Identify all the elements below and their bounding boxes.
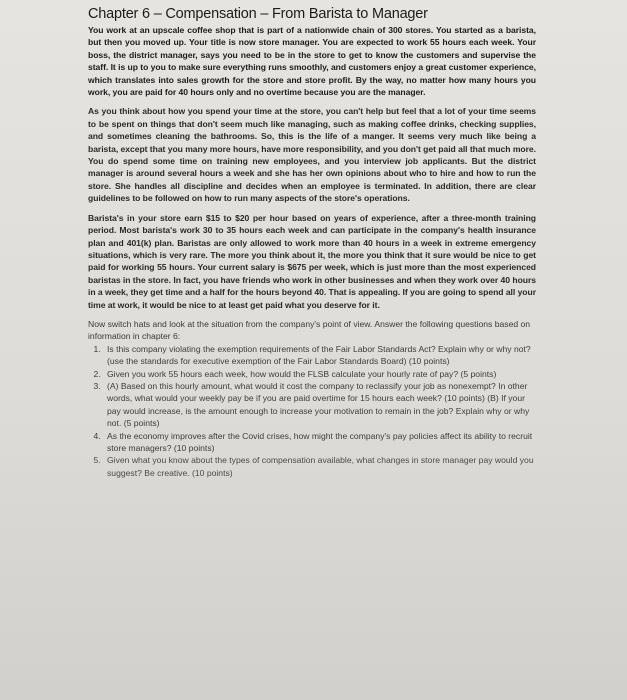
question-item: 5. Given what you know about the types of compensation available, what changes in store manager pay would you suggest? Be creative. (10 points) bbox=[103, 454, 536, 479]
question-item: 2. Given you work 55 hours each week, how would the FLSB calculate your hourly rate of pay? (5 points) bbox=[103, 368, 536, 380]
question-item: 4. As the economy improves after the Covid crises, how might the company's pay policies affect its ability to recruit store managers? (10 points) bbox=[103, 430, 536, 455]
chapter-title: Chapter 6 – Compensation – From Barista to Manager bbox=[88, 6, 428, 22]
paragraph-barista-pay: Barista's in your store earn $15 to $20 per hour based on years of experience, after a three-month training period. Most barista's work 30 to 35 hours each week and can participate in the company's health insurance plan and 401(k) plan. Baristas are only allowed to work more than 40 hours in a week in extreme emergency situations, which is very rare. The more you think about it, the more you think that it sure would be nice to get paid for working 55 hours. Your current salary is $675 per week, which is just more than the most experienced baristas in the store. In fact, you have friends who work in other businesses and when they work over 40 hours in a week, they get time and a half for the hours beyond 40. That is appealing. If you are going to spend all your time at work, it would be nice to at least get paid what you deserve for it. bbox=[88, 212, 536, 310]
document-content bbox=[88, 6, 536, 479]
paragraph-manager-duties: As you think about how you spend your time at the store, you can't help but feel that a lot of your time seems to be spent on things that don't seem much like managing, such as making coffee drinks, checking supplies, and sometimes cleaning the bathrooms. So, this is the life of a manger. It seems very much like being a barista, except that you many more hours, have more responsibility, and you don't get paid all that much more. You do spend some time on training new employees, and you interview job applicants. But the district manager is around several hours a week and she has her own opinions about who to hire and how to run the store. She handles all discipline and decides when an employee is terminated. In addition, there are clear guidelines to be followed on how to run many aspects of the store's operations. bbox=[88, 106, 536, 204]
question-item: 3. (A) Based on this hourly amount, what would it cost the company to reclassify your job as nonexempt? In other words, what would your weekly pay be if you are paid overtime for 15 hours each week? (10 points) (B) If your pay would increase, is the amount enough to increase your motivation to remain in the job? Explain why or why not. (5 points) bbox=[103, 380, 536, 430]
questions-intro: Now switch hats and look at the situation from the company's point of view. Answer the following questions based on information in chapter 6: bbox=[88, 318, 531, 342]
paragraph-intro: You work at an upscale coffee shop that is part of a nationwide chain of 300 stores. You started as a barista, but then you moved up. Your title is now store manager. You are expected to work 55 hours each week. Your boss, the district manager, says you need to be in the store to get to know the customers and supervise the staff. It is up to you to make sure everything runs smoothly, and customers enjoy a great customer experience, which translates into sales growth for the store and store profit. By the way, no matter how many hours you work, you are paid for 40 hours only and no overtime because you are the manager. bbox=[88, 25, 536, 98]
questions-list bbox=[88, 343, 536, 479]
question-item: 1. Is this company violating the exemption requirements of the Fair Labor Standards Act? Explain why or why not? (use the standards for executive exemption of the Fair Labor Standards Board) (10 points) bbox=[103, 343, 536, 368]
